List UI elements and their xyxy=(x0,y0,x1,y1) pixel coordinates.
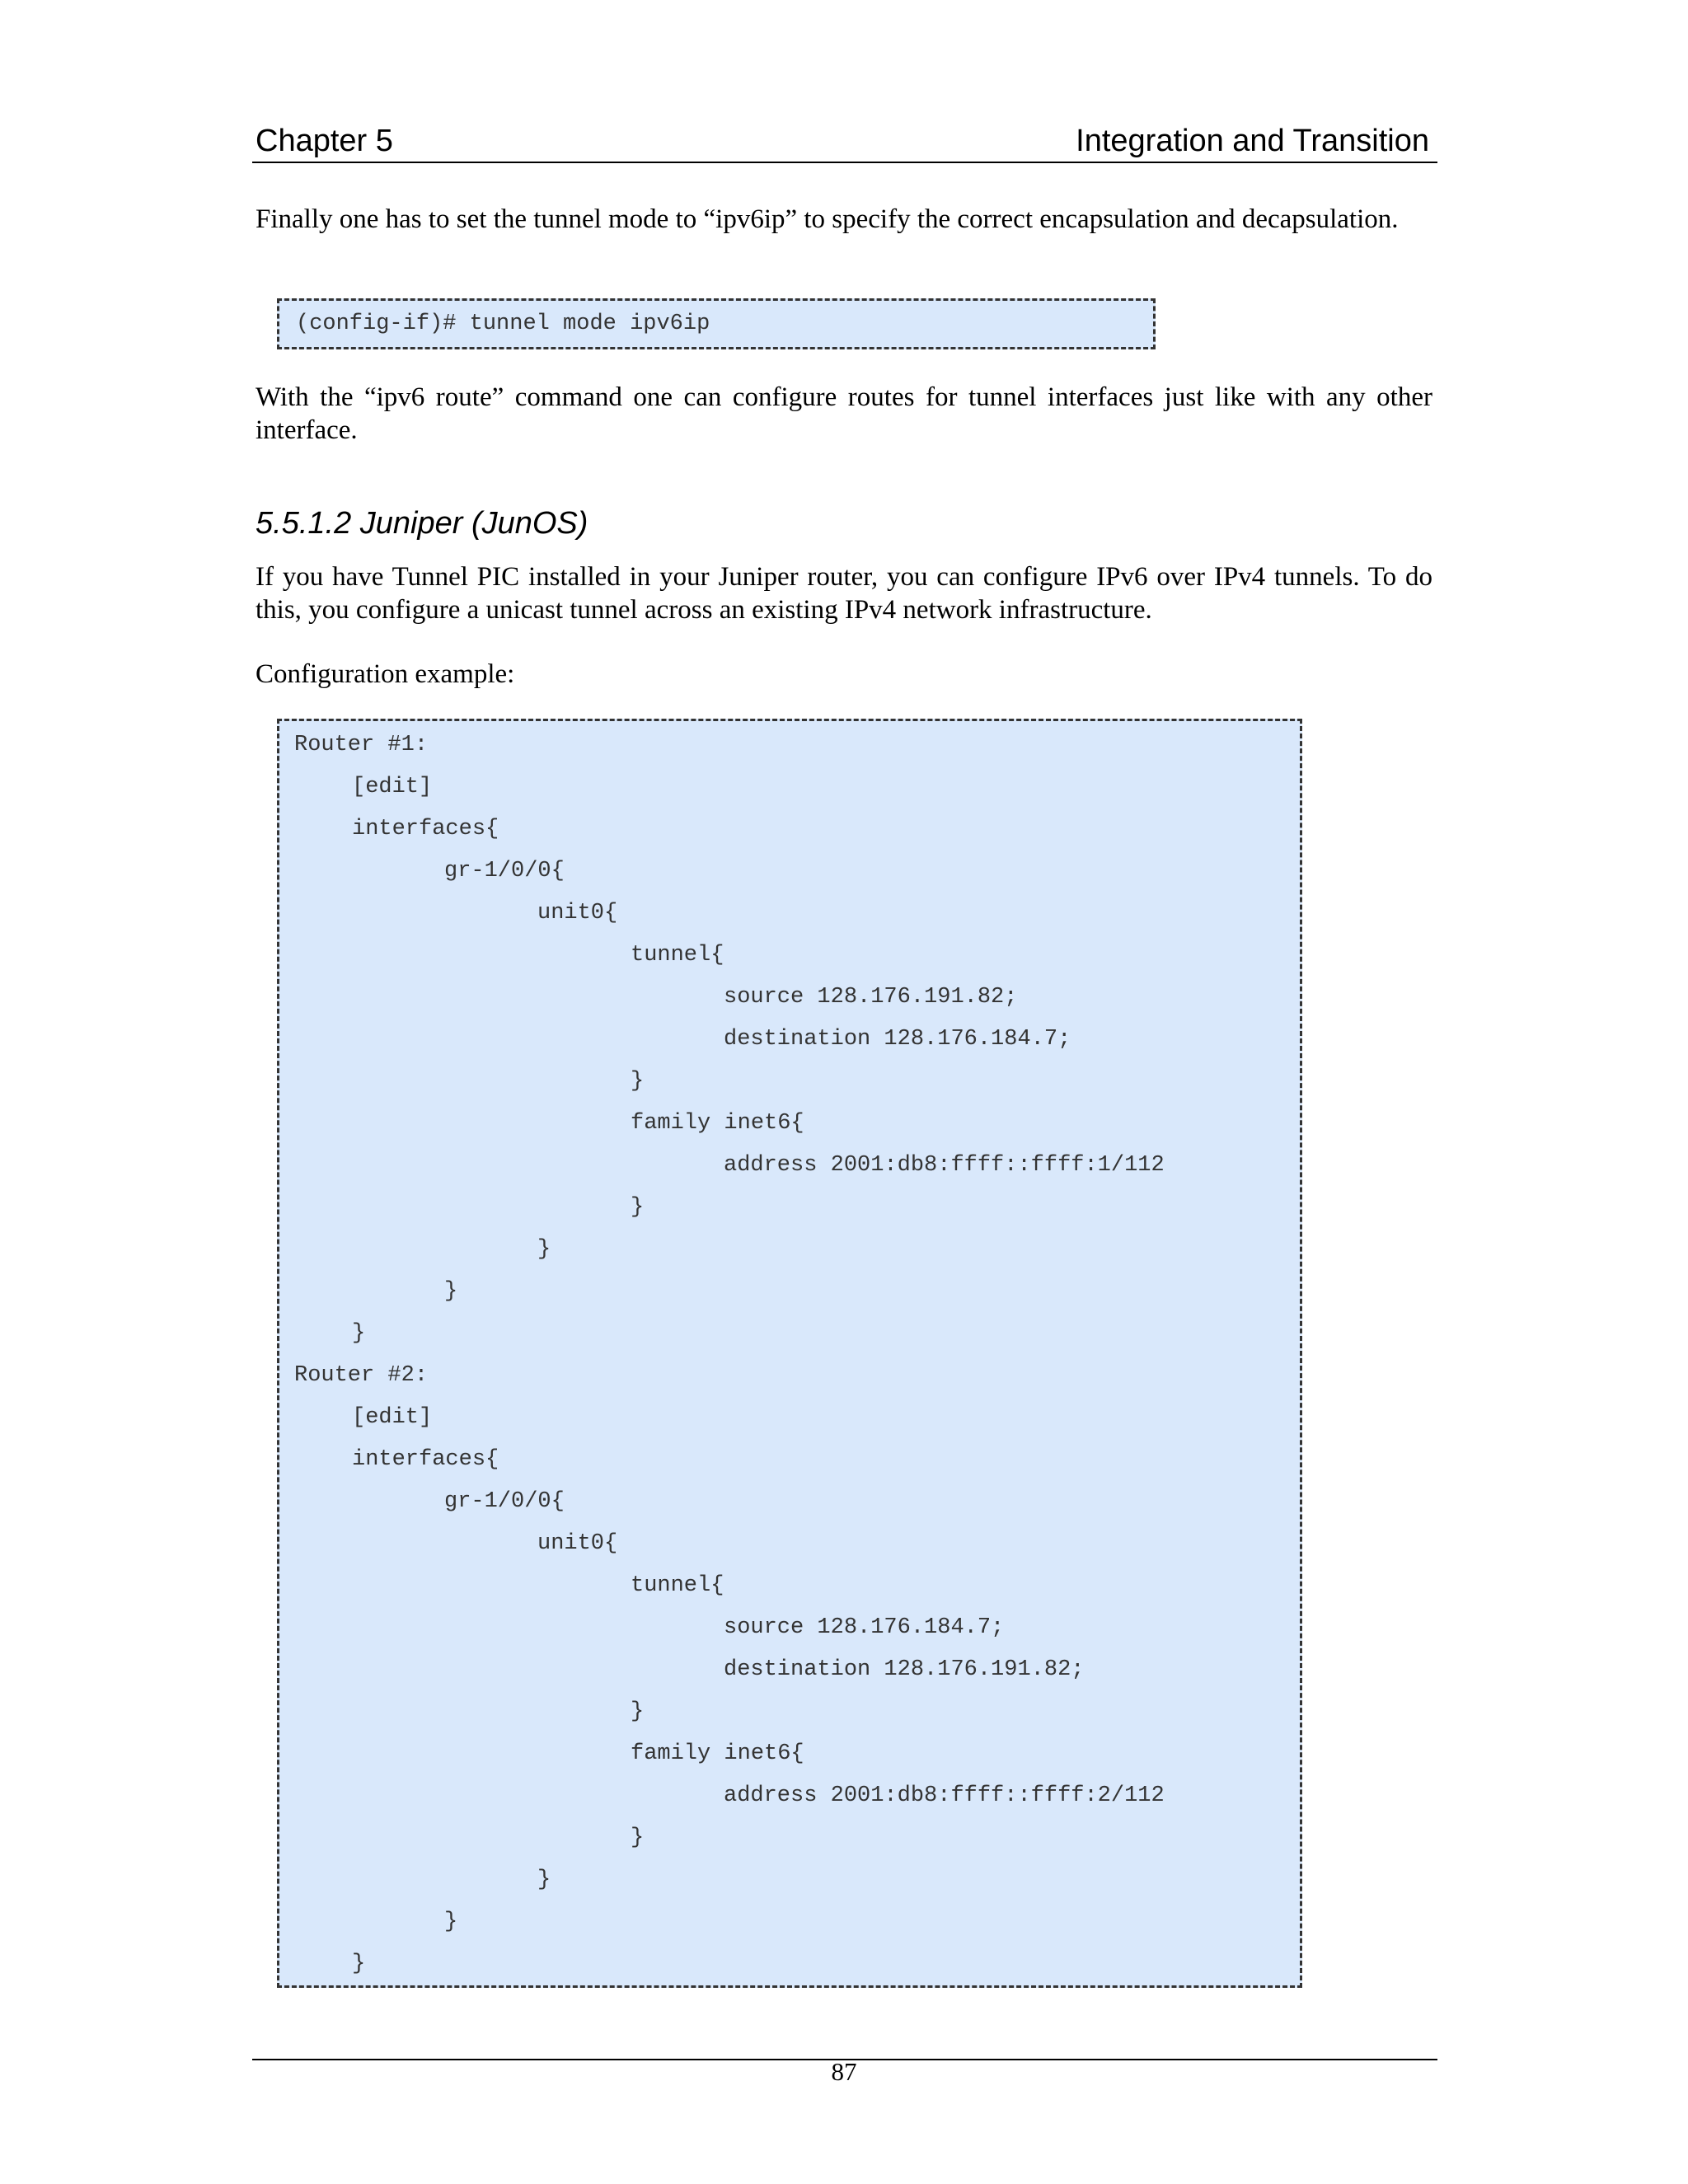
paragraph-juniper-intro: If you have Tunnel PIC installed in your Juniper router, you can configure IPv6 over IPv4 tunnels. To do this, you configure a unicast tunnel across an existing IPv4 network infrastructure. xyxy=(256,562,1432,625)
code-line: destination 128.176.184.7; xyxy=(724,1027,1071,1052)
page-number: 87 xyxy=(831,2057,857,2086)
paragraph-tunnel-mode: Finally one has to set the tunnel mode to “ipv6ip” to specify the correct encapsulation and decapsulation. xyxy=(256,204,1399,234)
code-line: family inet6{ xyxy=(631,1111,804,1136)
code-line: } xyxy=(352,1952,366,1976)
code-line: Router #2: xyxy=(294,1363,429,1388)
code-line: } xyxy=(444,1910,458,1934)
code-line: } xyxy=(352,1321,366,1346)
code-line: family inet6{ xyxy=(631,1741,804,1766)
code-line: Router #1: xyxy=(294,733,429,757)
code-line: source 128.176.184.7; xyxy=(724,1615,1005,1640)
code-line: unit0{ xyxy=(537,1531,618,1556)
paragraph-config-example: Configuration example: xyxy=(256,659,515,689)
section-heading: 5.5.1.2 Juniper (JunOS) xyxy=(256,506,588,541)
code-line: gr-1/0/0{ xyxy=(444,1489,565,1514)
code-line: } xyxy=(444,1279,458,1304)
code-line: } xyxy=(537,1868,551,1892)
header-divider xyxy=(252,162,1437,163)
code-line: } xyxy=(631,1699,645,1724)
code-line: } xyxy=(631,1195,645,1220)
code-line: tunnel{ xyxy=(631,1573,724,1598)
chapter-title: Integration and Transition xyxy=(1076,124,1429,158)
code-line: [edit] xyxy=(352,1405,433,1430)
code-line: } xyxy=(631,1825,645,1850)
chapter-label: Chapter 5 xyxy=(256,124,393,158)
code-line: unit0{ xyxy=(537,901,618,926)
code-line: interfaces{ xyxy=(352,817,499,841)
code-line: address 2001:db8:ffff::ffff:1/112 xyxy=(724,1153,1165,1178)
code-line: gr-1/0/0{ xyxy=(444,859,565,883)
paragraph-ipv6-route: With the “ipv6 route” command one can configure routes for tunnel interfaces just like with any other interface. xyxy=(256,382,1432,445)
code-line: source 128.176.191.82; xyxy=(724,985,1018,1010)
code-line: } xyxy=(631,1069,645,1094)
code-line: tunnel{ xyxy=(631,943,724,968)
code-line: interfaces{ xyxy=(352,1447,499,1472)
code-line: address 2001:db8:ffff::ffff:2/112 xyxy=(724,1783,1165,1808)
code-block-junos-config xyxy=(277,719,1302,1988)
code-line: [edit] xyxy=(352,775,433,799)
code-line: } xyxy=(537,1237,551,1262)
code-line: (config-if)# tunnel mode ipv6ip xyxy=(296,312,710,336)
code-line: destination 128.176.191.82; xyxy=(724,1657,1085,1682)
code-block-tunnel-mode xyxy=(277,298,1156,349)
